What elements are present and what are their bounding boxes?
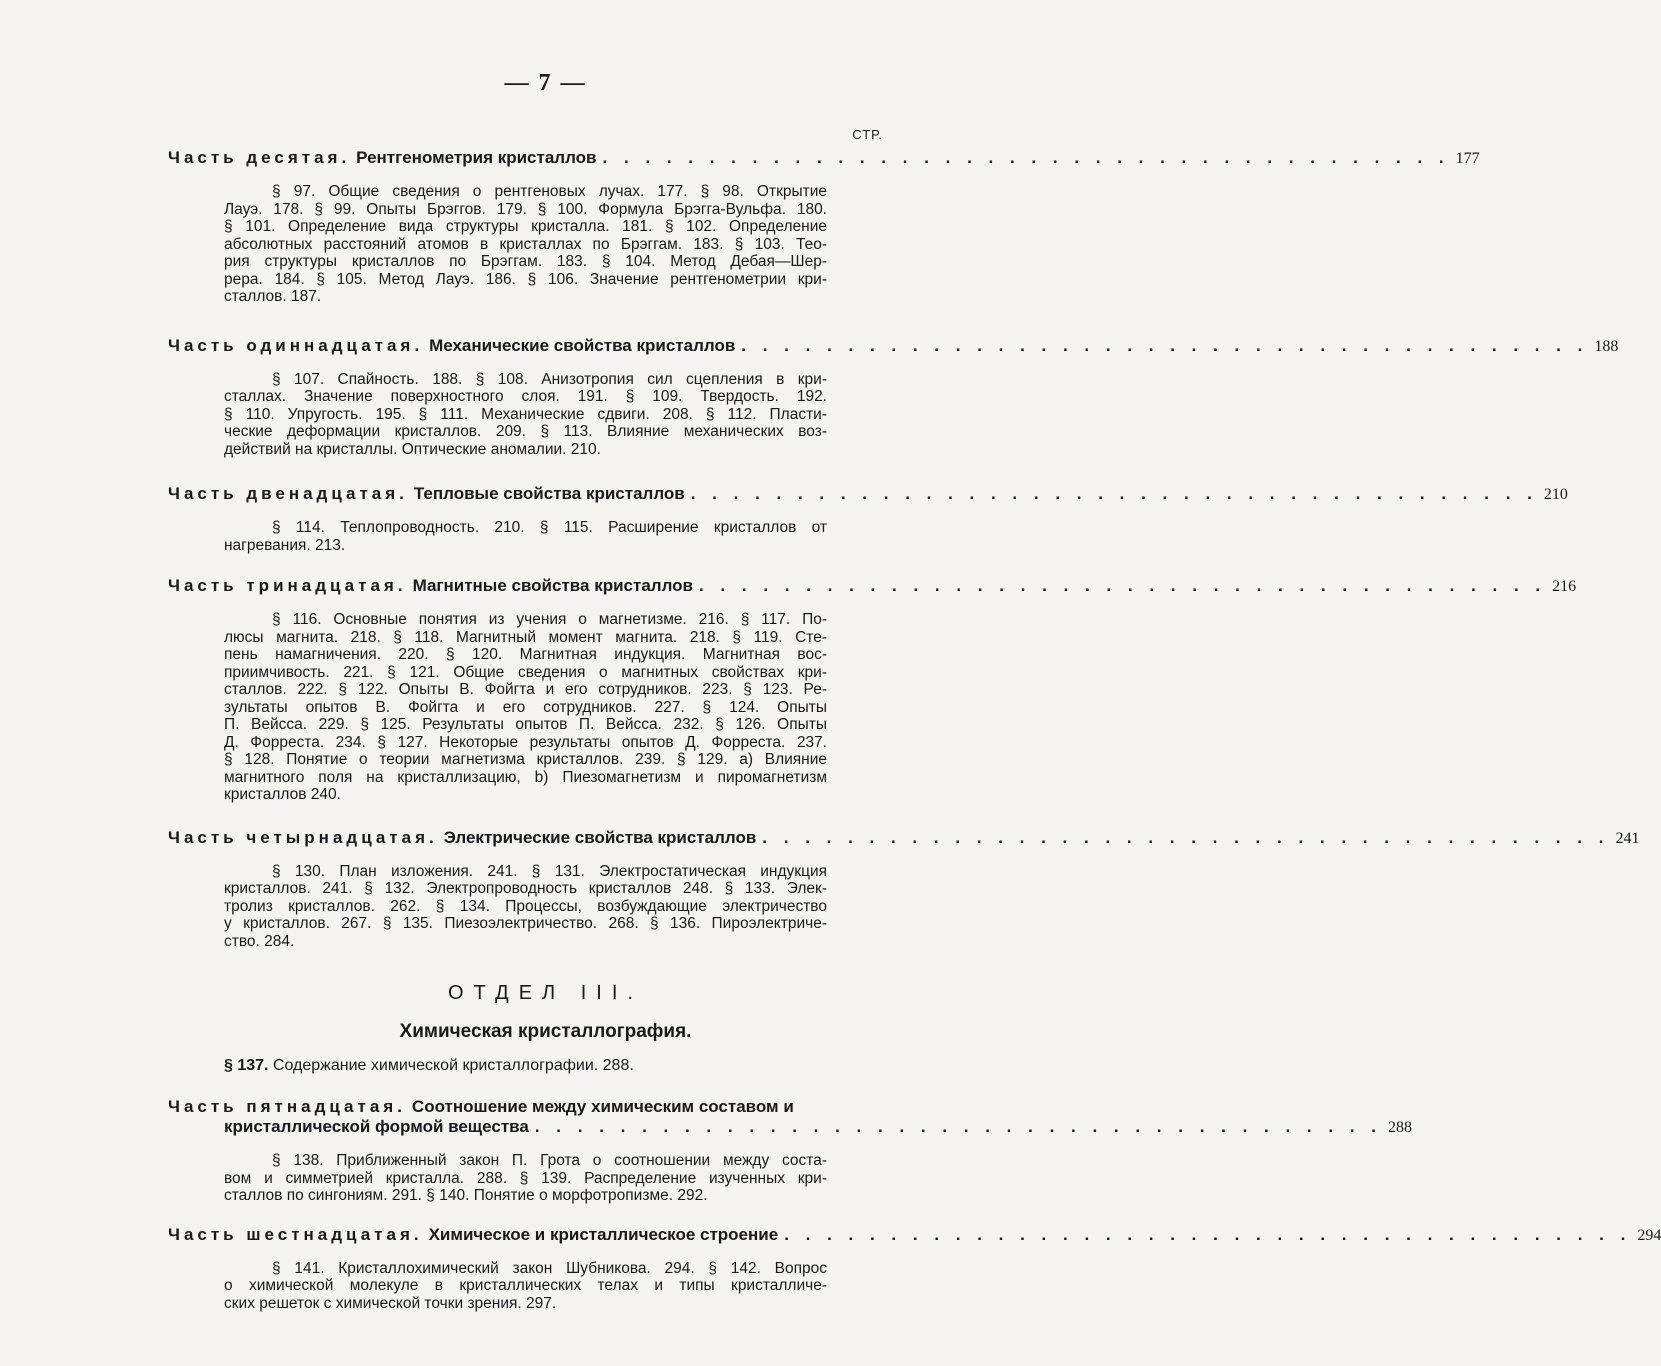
contents-line: о химической молекуле в кристаллических телах и типы кристалличе- <box>224 1277 827 1294</box>
contents-line: § 116. Основные понятия из учения о магнетизме. 216. § 117. По- <box>272 611 827 628</box>
toc-part <box>168 576 1577 804</box>
contents-line: § 128. Понятие о теории магнетизма кристаллов. 239. § 129. a) Влияние <box>224 751 827 768</box>
leader-dots: . . . . . . . . . . . . . . . . . . . . . . . . . . . . . . . . . . . . . . . . <box>534 1117 1382 1136</box>
part-title: Рентгенометрия кристаллов <box>356 148 597 167</box>
part-page-number: 210 <box>1543 486 1568 503</box>
part-heading <box>168 827 1640 849</box>
contents-line: кристаллов. 241. § 132. Электропроводность кристаллов 248. § 133. Элек- <box>224 880 827 897</box>
leader-dots: . . . . . . . . . . . . . . . . . . . . . . . . . . . . . . . . . . . . . . . . <box>602 148 1450 167</box>
part-contents <box>224 1152 827 1205</box>
toc-part <box>168 1224 1661 1313</box>
leader-dots: . . . . . . . . . . . . . . . . . . . . . . . . . . . . . . . . . . . . . . . . <box>762 827 1610 847</box>
page-number: — 7 — <box>504 70 587 96</box>
department-label: ОТДЕЛ III. <box>448 982 643 1004</box>
department-intro <box>224 1057 883 1075</box>
contents-line: § 110. Упругость. 195. § 111. Механические сдвиги. 208. § 112. Пласти- <box>224 405 827 423</box>
contents-line: рия структуры кристаллов по Брэггам. 183. § 104. Метод Дебая—Шер- <box>224 253 827 270</box>
toc-part <box>168 827 1640 951</box>
toc-part <box>168 335 1619 459</box>
contents-line: § 114. Теплопроводность. 210. § 115. Расширение кристаллов от <box>272 519 827 536</box>
contents-line: магнитного поля на кристаллизацию, b) Пиезомагнетизм и пиромагнетизм <box>224 768 827 786</box>
part-heading <box>168 1224 1661 1246</box>
part-prefix: Часть пятнадцатая. <box>168 1097 406 1116</box>
leader-dots: . . . . . . . . . . . . . . . . . . . . . . . . . . . . . . . . . . . . . . . . <box>690 484 1538 503</box>
contents-line: тролиз кристаллов. 262. § 134. Процессы, возбуждающие электричество <box>224 897 827 915</box>
contents-line: зультаты опытов В. Фойгта и его сотрудников. 227. § 124. Опыты <box>224 698 827 716</box>
contents-line: приимчивость. 221. § 121. Общие сведения о магнитных свойствах кри- <box>224 663 827 681</box>
part-title: Магнитные свойства кристаллов <box>412 576 693 595</box>
part-title: Электрические свойства кристаллов <box>443 827 757 847</box>
contents-line: § 141. Кристаллохимический закон Шубникова. 294. § 142. Вопрос <box>272 1259 827 1277</box>
part-page-number: 188 <box>1594 337 1619 355</box>
part-contents <box>224 519 827 554</box>
leader-dots: . . . . . . . . . . . . . . . . . . . . . . . . . . . . . . . . . . . . . . . . <box>741 335 1589 355</box>
contents-line: сталлов. 187. <box>224 288 322 305</box>
part-page-number: 294 <box>1637 1226 1661 1244</box>
part-page-number: 288 <box>1388 1119 1412 1136</box>
contents-line: § 107. Спайность. 188. § 108. Анизотропия сил сцепления в кри- <box>272 370 827 388</box>
part-contents <box>224 183 827 306</box>
part-contents <box>224 611 827 804</box>
contents-line: ских решеток с химической точки зрения. 297. <box>224 1294 557 1312</box>
part-page-number: 177 <box>1455 150 1480 167</box>
contents-line: кристаллов 240. <box>224 786 341 803</box>
part-title: Тепловые свойства кристаллов <box>413 484 685 503</box>
contents-line: Лауэ. 178. § 99. Опыты Брэггов. 179. § 100. Формула Брэгга-Вульфа. 180. <box>224 200 827 218</box>
part-title: Химическое и кристаллическое строение <box>428 1224 779 1244</box>
contents-line: действий на кристаллы. Оптические аномалии. 210. <box>224 440 601 458</box>
contents-line: нагревания. 213. <box>224 536 346 554</box>
part-title: Механические свойства кристаллов <box>429 335 736 355</box>
department-title: Химическая кристаллография. <box>399 1021 692 1042</box>
part-prefix: Часть двенадцатая. <box>168 484 408 503</box>
contents-line: сталлов. 222. § 122. Опыты В. Фойгта и его сотрудников. 223. § 123. Ре- <box>224 681 827 698</box>
contents-line: рера. 184. § 105. Метод Лауэ. 186. § 106. Значение рентгенометрии кри- <box>224 270 827 288</box>
part-prefix: Часть четырнадцатая. <box>168 827 438 847</box>
contents-line: ческие деформации кристаллов. 209. § 113. Влияние механических воз- <box>224 423 827 440</box>
toc-parts-section-3 <box>168 1097 1661 1312</box>
contents-line: абсолютных расстояний атомов в кристаллах по Брэггам. 183. § 103. Тео- <box>224 235 827 253</box>
part-heading-cont <box>168 1117 1412 1138</box>
contents-line: сталлах. Значение поверхностного слоя. 191. § 109. Твердость. 192. <box>224 388 827 405</box>
part-page-number: 241 <box>1615 829 1640 847</box>
page-column-label: СТР. <box>852 127 883 142</box>
contents-line: Д. Форреста. 234. § 127. Некоторые результаты опытов Д. Форреста. 237. <box>224 733 827 751</box>
intro-section-number: § 137. <box>224 1057 269 1074</box>
contents-line: вом и симметрией кристалла. 288. § 139. Распределение изученных кри- <box>224 1169 827 1187</box>
leader-dots: . . . . . . . . . . . . . . . . . . . . . . . . . . . . . . . . . . . . . . . . <box>698 576 1547 595</box>
contents-line: § 138. Приближенный закон П. Грота о соотношении между соста- <box>272 1152 827 1169</box>
contents-line: § 130. План изложения. 241. § 131. Электростатическая индукция <box>272 862 827 880</box>
part-heading <box>168 1097 883 1117</box>
part-prefix: Часть десятая. <box>168 148 351 167</box>
part-contents <box>224 863 827 951</box>
part-contents <box>224 371 827 459</box>
toc-part <box>168 148 1480 306</box>
part-prefix: Часть тринадцатая. <box>168 576 407 595</box>
part-contents <box>224 1260 827 1313</box>
part-prefix: Часть шестнадцатая. <box>168 1224 423 1244</box>
contents-line: сталлов по сингониям. 291. § 140. Понятие о морфотропизме. 292. <box>224 1187 708 1204</box>
toc-part <box>168 484 1568 554</box>
contents-line: § 101. Определение вида структуры кристалла. 181. § 102. Определение <box>224 218 827 235</box>
contents-line: § 97. Общие сведения о рентгеновых лучах. 177. § 98. Открытие <box>272 183 827 200</box>
contents-line: пень намагничения. 220. § 120. Магнитная индукция. Магнитная вос- <box>224 646 827 663</box>
part-title-line-2: кристаллической формой вещества <box>224 1117 529 1136</box>
contents-line: ство. 284. <box>224 932 295 950</box>
leader-dots: . . . . . . . . . . . . . . . . . . . . . . . . . . . . . . . . . . . . . . . . <box>784 1224 1632 1244</box>
part-page-number: 216 <box>1552 578 1577 595</box>
contents-line: П. Вейсса. 229. § 125. Результаты опытов П. Вейсса. 232. § 126. Опыты <box>224 716 827 733</box>
toc-parts-section-2 <box>168 148 1640 950</box>
part-heading <box>168 335 1619 357</box>
intro-section-text: Содержание химической кристаллографии. 288. <box>272 1057 634 1074</box>
toc-page <box>168 70 1661 1312</box>
contents-line: у кристаллов. 267. § 135. Пиезоэлектричество. 268. § 136. Пироэлектриче- <box>224 915 827 932</box>
part-heading <box>168 148 1480 169</box>
toc-part <box>168 1097 1412 1205</box>
part-prefix: Часть одиннадцатая. <box>168 335 424 355</box>
part-heading <box>168 576 1577 597</box>
part-heading <box>168 484 1568 505</box>
part-title-line-1: Соотношение между химическим составом и <box>411 1097 794 1116</box>
contents-line: люсы магнита. 218. § 118. Магнитный момент магнита. 218. § 119. Сте- <box>224 628 827 646</box>
